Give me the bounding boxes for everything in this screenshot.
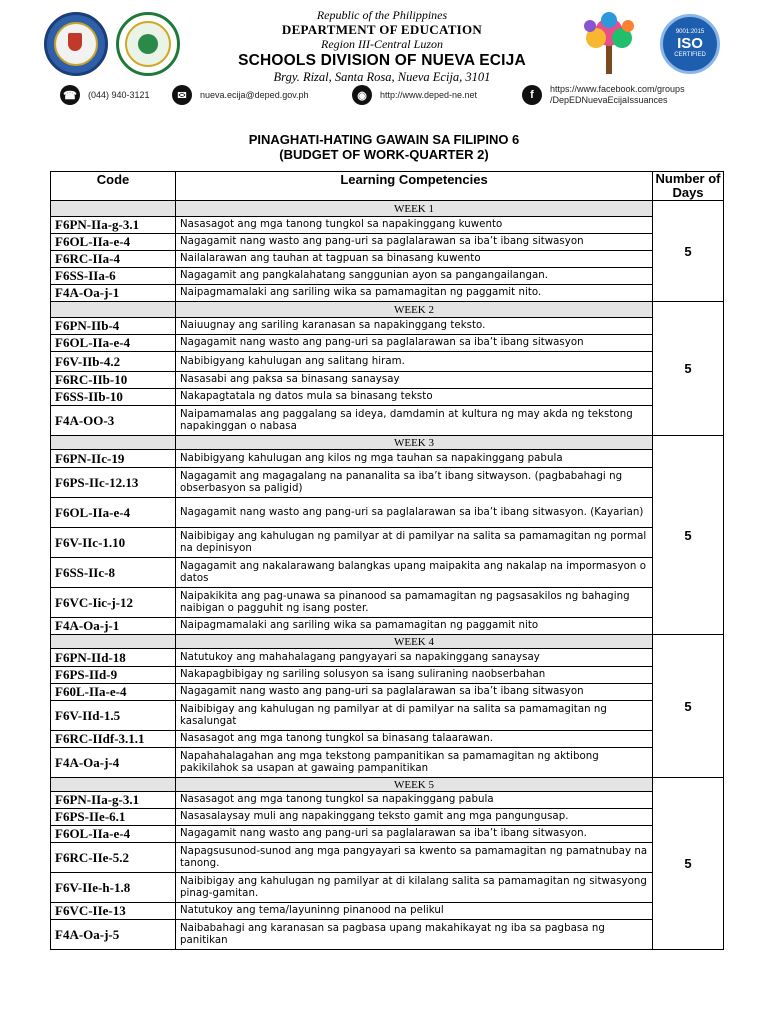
table-row bbox=[51, 731, 724, 748]
week-label: WEEK 5 bbox=[176, 778, 653, 792]
deped-seal-logo bbox=[44, 12, 108, 76]
table-row bbox=[51, 588, 724, 618]
number-of-days: 5 bbox=[653, 635, 724, 778]
competency-code: F6OL-IIa-e-4 bbox=[51, 498, 176, 528]
table-row bbox=[51, 903, 724, 920]
iso-certified-badge: 9001:2015 ISO CERTIFIED bbox=[660, 14, 720, 74]
competency-code: F6OL-IIa-e-4 bbox=[51, 335, 176, 352]
table-row bbox=[51, 217, 724, 234]
letterhead-text bbox=[180, 8, 584, 85]
competency-text: Nagagamit ang magagalang na pananalita sa iba’t ibang sitwayson. (pagbabahagi ng obserbasyon sa paligid) bbox=[176, 468, 653, 498]
competency-text: Nagagamit nang wasto ang pang-uri sa paglalarawan sa iba’t ibang sitwasyon. bbox=[176, 826, 653, 843]
table-row bbox=[51, 352, 724, 372]
competency-code: F6V-IId-1.5 bbox=[51, 701, 176, 731]
competency-code: F4A-Oa-j-5 bbox=[51, 920, 176, 950]
globe-icon: ◉ bbox=[352, 85, 372, 105]
competency-code: F6SS-IIb-10 bbox=[51, 389, 176, 406]
competency-text: Nagagamit ang nakalarawang balangkas upang maipakita ang nakalap na impormasyon o datos bbox=[176, 558, 653, 588]
week-row bbox=[51, 302, 724, 318]
competency-text: Naibibigay ang kahulugan ng pamilyar at di kilalang salita sa pamamagitan ng sitwasyong pinag-gamitan. bbox=[176, 873, 653, 903]
header-days: Number of Days bbox=[653, 172, 724, 201]
competency-code: F6OL-IIa-e-4 bbox=[51, 826, 176, 843]
competency-text: Nagagamit ang pangkalahatang sanggunian ayon sa pangangailangan. bbox=[176, 268, 653, 285]
competency-code: F4A-Oa-j-1 bbox=[51, 285, 176, 302]
competency-code: F6V-IIb-4.2 bbox=[51, 352, 176, 372]
table-row bbox=[51, 792, 724, 809]
competency-text: Naibabahagi ang karanasan sa pagbasa upang makahikayat ng iba sa pagbasa ng panitikan bbox=[176, 920, 653, 950]
competency-text: Nagagamit nang wasto ang pang-uri sa paglalarawan sa iba’t ibang sitwasyon bbox=[176, 335, 653, 352]
table-row bbox=[51, 498, 724, 528]
competency-code: F6PS-IId-9 bbox=[51, 667, 176, 684]
table-row bbox=[51, 809, 724, 826]
header-code: Code bbox=[51, 172, 176, 201]
competency-code: F6RC-IIa-4 bbox=[51, 251, 176, 268]
week-label: WEEK 2 bbox=[176, 302, 653, 318]
region-line: Region III-Central Luzon bbox=[321, 37, 443, 51]
table-header-row bbox=[51, 172, 724, 201]
competency-text: Nasasagot ang mga tanong tungkol sa napakinggang kuwento bbox=[176, 217, 653, 234]
competency-text: Naibibigay ang kahulugan ng pamilyar at di pamilyar na salita sa pamamagitan ng kasalungat bbox=[176, 701, 653, 731]
week-row bbox=[51, 635, 724, 649]
competency-text: Nasasabi ang paksa sa binasang sanaysay bbox=[176, 372, 653, 389]
number-of-days: 5 bbox=[653, 436, 724, 635]
competency-code: F6VC-Iic-j-12 bbox=[51, 588, 176, 618]
phone-icon: ☎ bbox=[60, 85, 80, 105]
table-row bbox=[51, 618, 724, 635]
table-row bbox=[51, 667, 724, 684]
table-row bbox=[51, 701, 724, 731]
table-row bbox=[51, 450, 724, 468]
competency-code: F6PN-IIa-g-3.1 bbox=[51, 792, 176, 809]
competency-code: F6VC-IIe-13 bbox=[51, 903, 176, 920]
week-row bbox=[51, 436, 724, 450]
competency-code: F6V-IIc-1.10 bbox=[51, 528, 176, 558]
competency-code: F6PN-IIc-19 bbox=[51, 450, 176, 468]
competency-text: Natutukoy ang tema/layuninng pinanood na pelikul bbox=[176, 903, 653, 920]
table-row bbox=[51, 251, 724, 268]
competency-code: F4A-OO-3 bbox=[51, 406, 176, 436]
document-title: PINAGHATI-HATING GAWAIN SA FILIPINO 6 bbox=[248, 132, 520, 147]
competency-code: F6SS-IIa-6 bbox=[51, 268, 176, 285]
competency-text: Nakapagbibigay ng sariling solusyon sa isang suliraning naobserbahan bbox=[176, 667, 653, 684]
competency-text: Nailalarawan ang tauhan at tagpuan sa binasang kuwento bbox=[176, 251, 653, 268]
table-row bbox=[51, 372, 724, 389]
week-row bbox=[51, 778, 724, 792]
office-line: SCHOOLS DIVISION OF NUEVA ECIJA bbox=[238, 52, 526, 69]
table-row bbox=[51, 748, 724, 778]
contact-website: ◉ http://www.deped-ne.net bbox=[352, 84, 477, 106]
letterhead bbox=[0, 0, 768, 112]
facebook-icon: f bbox=[522, 85, 542, 105]
table-row bbox=[51, 873, 724, 903]
number-of-days: 5 bbox=[653, 201, 724, 302]
competency-text: Nakapagtatala ng datos mula sa binasang teksto bbox=[176, 389, 653, 406]
competency-code: F4A-Oa-j-1 bbox=[51, 618, 176, 635]
table-body bbox=[51, 201, 724, 950]
competency-code: F4A-Oa-j-4 bbox=[51, 748, 176, 778]
competency-text: Naipakikita ang pag-unawa sa pinanood sa pamamagitan ng pagsasakilos ng bahaging naibigan o pagguhit ng isang poster. bbox=[176, 588, 653, 618]
division-seal-logo bbox=[116, 12, 180, 76]
competency-text: Naipagmamalaki ang sariling wika sa pamamagitan ng paggamit nito bbox=[176, 618, 653, 635]
table-row bbox=[51, 649, 724, 667]
competency-text: Nabibigyang kahulugan ang kilos ng mga tauhan sa napakinggang pabula bbox=[176, 450, 653, 468]
competency-text: Nasasalaysay muli ang napakinggang teksto gamit ang mga pangungusap. bbox=[176, 809, 653, 826]
competency-code: F6PS-IIc-12.13 bbox=[51, 468, 176, 498]
number-of-days: 5 bbox=[653, 778, 724, 950]
week-label: WEEK 4 bbox=[176, 635, 653, 649]
table-row bbox=[51, 318, 724, 335]
greater-heights-logo bbox=[576, 10, 642, 80]
document-subtitle: (BUDGET OF WORK-QUARTER 2) bbox=[279, 147, 489, 162]
document-titles bbox=[0, 132, 768, 162]
table-row bbox=[51, 268, 724, 285]
contact-phone: ☎ (044) 940-3121 bbox=[60, 84, 150, 106]
table-row bbox=[51, 234, 724, 251]
header-competencies: Learning Competencies bbox=[176, 172, 653, 201]
competency-code: F6RC-IIe-5.2 bbox=[51, 843, 176, 873]
department-line: DEPARTMENT OF EDUCATION bbox=[281, 22, 483, 37]
competency-text: Nasasagot ang mga tanong tungkol sa napakinggang pabula bbox=[176, 792, 653, 809]
competency-code: F6PS-IIe-6.1 bbox=[51, 809, 176, 826]
competency-code: F6OL-IIa-e-4 bbox=[51, 234, 176, 251]
competency-text: Napagsusunod-sunod ang mga pangyayari sa kwento sa pamamagitan ng pamatnubay na tanong. bbox=[176, 843, 653, 873]
republic-line: Republic of the Philippines bbox=[316, 8, 448, 22]
competency-code: F6V-IIe-h-1.8 bbox=[51, 873, 176, 903]
competency-code: F60L-IIa-e-4 bbox=[51, 684, 176, 701]
contact-facebook: f https://www.facebook.com/groups /DepEDNuevaEcijaIssuances bbox=[522, 84, 685, 106]
table-row bbox=[51, 389, 724, 406]
competency-text: Naiuugnay ang sariling karanasan sa napakinggang teksto. bbox=[176, 318, 653, 335]
competency-code: F6PN-IIa-g-3.1 bbox=[51, 217, 176, 234]
competency-text: Naipamamalas ang paggalang sa ideya, damdamin at kultura ng may akda ng tekstong napakinggan o nabasa bbox=[176, 406, 653, 436]
competency-code: F6RC-IIdf-3.1.1 bbox=[51, 731, 176, 748]
table-row bbox=[51, 406, 724, 436]
competency-text: Napahahalagahan ang mga tekstong pampanitikan sa pamamagitan ng aktibong pakikilahok sa usapan at gawaing pampanitikan bbox=[176, 748, 653, 778]
competency-text: Nabibigyang kahulugan ang salitang hiram. bbox=[176, 352, 653, 372]
week-label: WEEK 1 bbox=[176, 201, 653, 217]
competency-text: Natutukoy ang mahahalagang pangyayari sa napakinggang sanaysay bbox=[176, 649, 653, 667]
competency-code: F6RC-IIb-10 bbox=[51, 372, 176, 389]
table-row bbox=[51, 285, 724, 302]
budget-of-work-table bbox=[50, 171, 724, 950]
competency-code: F6PN-IId-18 bbox=[51, 649, 176, 667]
table-row bbox=[51, 920, 724, 950]
competency-text: Nagagamit nang wasto ang pang-uri sa paglalarawan sa iba’t ibang sitwasyon bbox=[176, 234, 653, 251]
mail-icon: ✉ bbox=[172, 85, 192, 105]
competency-text: Nasasagot ang mga tanong tungkol sa binasang talaarawan. bbox=[176, 731, 653, 748]
competency-text: Nagagamit nang wasto ang pang-uri sa paglalarawan sa iba’t ibang sitwasyon bbox=[176, 684, 653, 701]
table-row bbox=[51, 826, 724, 843]
competency-text: Naipagmamalaki ang sariling wika sa pamamagitan ng paggamit nito. bbox=[176, 285, 653, 302]
table-row bbox=[51, 843, 724, 873]
competency-text: Nagagamit nang wasto ang pang-uri sa paglalarawan sa iba’t ibang sitwasyon. (Kayarian) bbox=[176, 498, 653, 528]
competency-code: F6SS-IIc-8 bbox=[51, 558, 176, 588]
competency-code: F6PN-IIb-4 bbox=[51, 318, 176, 335]
contact-email: ✉ nueva.ecija@deped.gov.ph bbox=[172, 84, 309, 106]
table-row bbox=[51, 335, 724, 352]
address-line: Brgy. Rizal, Santa Rosa, Nueva Ecija, 3101 bbox=[273, 70, 491, 84]
number-of-days: 5 bbox=[653, 302, 724, 436]
table-row bbox=[51, 558, 724, 588]
week-label: WEEK 3 bbox=[176, 436, 653, 450]
table-row bbox=[51, 684, 724, 701]
table-row bbox=[51, 528, 724, 558]
competency-text: Naibibigay ang kahulugan ng pamilyar at di pamilyar na salita sa pamamagitan ng pormal na depinisyon bbox=[176, 528, 653, 558]
week-row bbox=[51, 201, 724, 217]
table-row bbox=[51, 468, 724, 498]
